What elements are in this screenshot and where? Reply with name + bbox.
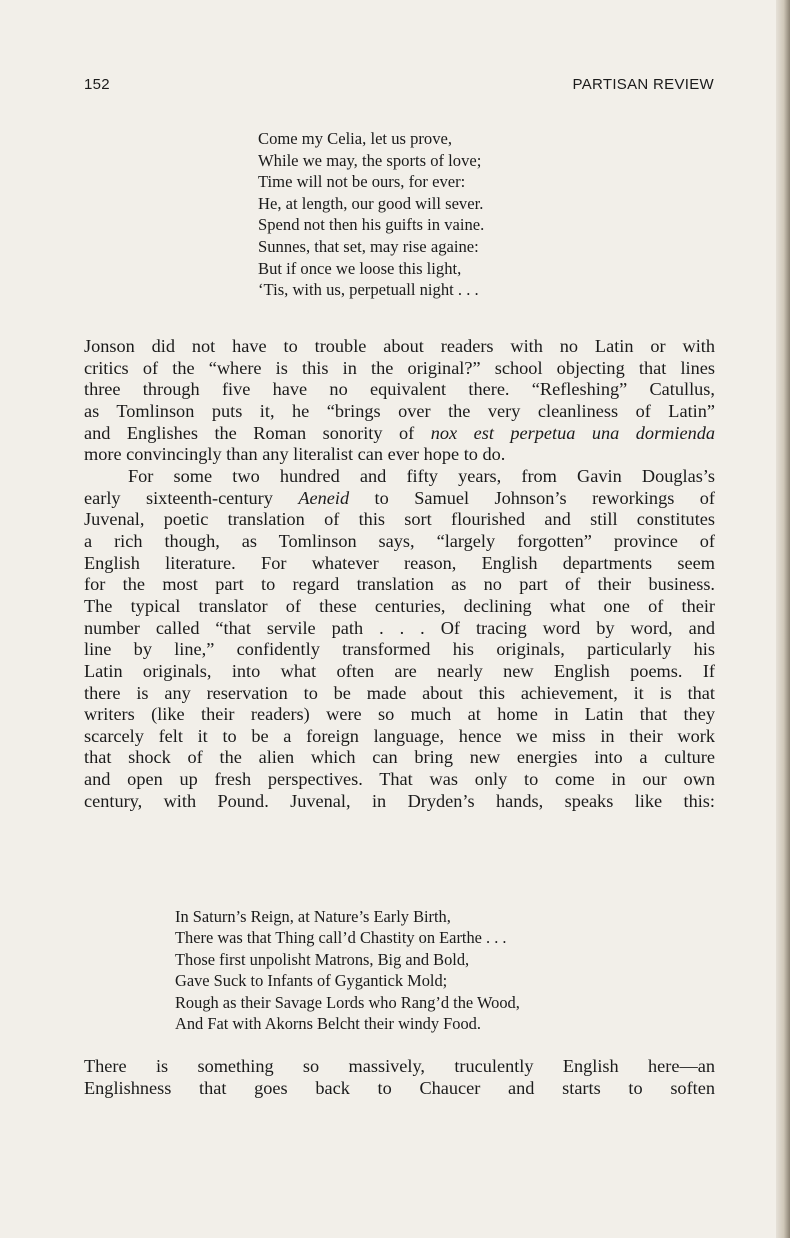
text-line: century, with Pound. Juvenal, in Dryden’s hands, speaks like this: (84, 790, 715, 811)
text-line: early sixteenth-century Aeneid to Samuel Johnson’s reworkings of (84, 487, 715, 508)
page-edge-shadow (776, 0, 790, 1238)
verse-line: There was that Thing call’d Chastity on Earthe . . . (175, 928, 507, 948)
verse-line: And Fat with Akorns Belcht their windy Food. (175, 1014, 481, 1034)
text-line: and open up fresh perspectives. That was only to come in our own (84, 769, 715, 790)
text-line: For some two hundred and fifty years, from Gavin Douglas’s (128, 465, 715, 486)
verse-line: Gave Suck to Infants of Gygantick Mold; (175, 971, 448, 991)
verse-quotation-dryden (175, 906, 520, 1034)
text-line: Juvenal, poetic translation of this sort flourished and still constitutes (84, 509, 715, 530)
text-line: Jonson did not have to trouble about readers with no Latin or with (84, 336, 715, 356)
verse-line: ‘Tis, with us, perpetuall night . . . (258, 280, 479, 300)
text-line: three through five have no equivalent there. “Refleshing” Catullus, (84, 379, 715, 400)
verse-line: Those first unpolisht Matrons, Big and Bold, (175, 949, 470, 969)
paragraph (84, 336, 715, 466)
text-line: line by line,” confidently transformed his originals, particularly his (84, 639, 715, 660)
verse-quotation-jonson (258, 128, 484, 301)
text-line: writers (like their readers) were so much at home in Latin that they (84, 704, 715, 725)
journal-title: PARTISAN REVIEW (572, 76, 714, 93)
body-text-continued (84, 1056, 715, 1099)
text-line: The typical translator of these centuries, declining what one of their (84, 595, 715, 616)
text-line: that shock of the alien which can bring new energies into a culture (84, 747, 715, 768)
verse-line: Spend not then his guifts in vaine. (258, 215, 485, 235)
verse-line: Rough as their Savage Lords who Rang’d the Wood, (175, 992, 520, 1012)
text-line: as Tomlinson puts it, he “brings over the very cleanliness of Latin” (84, 400, 715, 421)
text-line: number called “that servile path . . . Of tracing word by word, and (84, 617, 715, 638)
verse-line: Sunnes, that set, may rise againe: (258, 236, 479, 256)
text-line: scarcely felt it to be a foreign language, hence we miss in their work (84, 725, 715, 746)
text-line: There is something so massively, truculently English here—an (84, 1056, 715, 1076)
italic-latin-phrase: nox est perpetua una dormienda (430, 422, 715, 443)
text-line: a rich though, as Tomlinson says, “largely forgotten” province of (84, 530, 715, 551)
verse-line: But if once we loose this light, (258, 258, 462, 278)
verse-line: While we may, the sports of love; (258, 150, 482, 170)
verse-line: Time will not be ours, for ever: (258, 172, 466, 192)
page-number: 152 (84, 76, 110, 93)
text-line: Latin originals, into what often are nearly new English poems. If (84, 660, 715, 681)
verse-line: He, at length, our good will sever. (258, 193, 484, 213)
italic-title: Aeneid (298, 487, 350, 508)
verse-line: In Saturn’s Reign, at Nature’s Early Birth, (175, 907, 451, 926)
text-line: there is any reservation to be made about this achievement, it is that (84, 682, 715, 703)
text-line: critics of the “where is this in the original?” school objecting that lines (84, 357, 715, 378)
body-text (84, 336, 715, 812)
verse-line: Come my Celia, let us prove, (258, 129, 453, 148)
text-line: and Englishes the Roman sonority of nox est perpetua una dormienda (84, 422, 715, 443)
text-line: for the most part to regard translation as no part of their business. (84, 574, 715, 595)
text-line: English literature. For whatever reason, English departments seem (84, 552, 715, 573)
paragraph (84, 466, 715, 813)
text-line: Englishness that goes back to Chaucer and starts to soften (84, 1077, 715, 1098)
text-line: more convincingly than any literalist can ever hope to do. (84, 444, 506, 465)
